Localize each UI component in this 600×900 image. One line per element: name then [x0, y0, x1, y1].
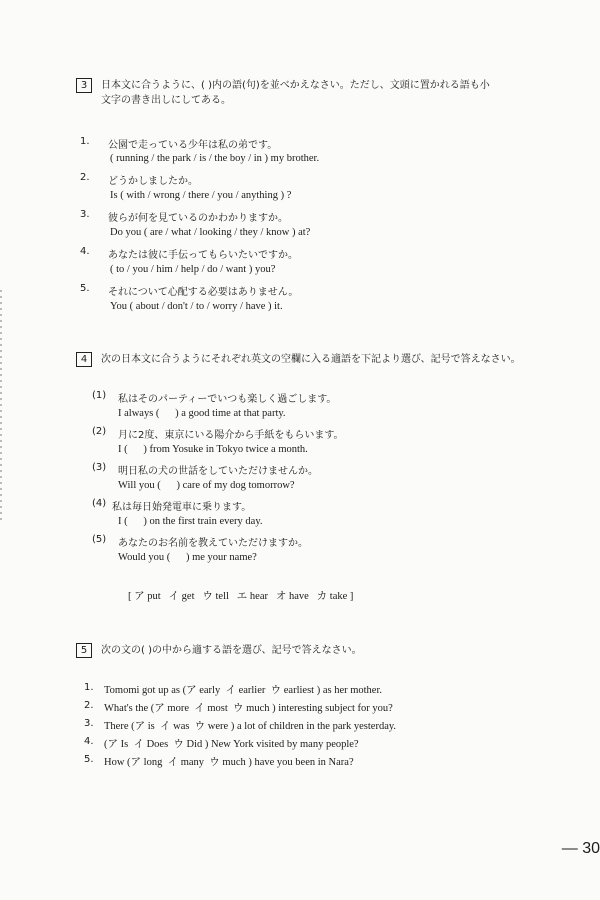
- q4-4-jp: [92, 498, 251, 513]
- question-number: 4.: [84, 736, 94, 747]
- section-4-header: [76, 352, 576, 367]
- q5-4: [84, 736, 359, 751]
- q3-2-jp: [80, 172, 198, 187]
- question-en: There (ア is イ was ウ were ) a lot of children in the park yesterday.: [104, 721, 397, 732]
- question-jp: あなたは彼に手伝ってもらいたいですか。: [108, 250, 298, 261]
- question-jp: どうかしましたか。: [108, 176, 198, 187]
- section-4-instruction: 次の日本文に合うようにそれぞれ英文の空欄に入る適語を下記より選び、記号で答えなさい。: [101, 354, 521, 365]
- question-number: 1.: [84, 682, 94, 693]
- section-5: [76, 643, 556, 658]
- q4-1-jp: [92, 390, 336, 405]
- section-number-box: 4: [76, 352, 92, 367]
- page-number: — 30: [561, 840, 600, 857]
- question-number: 3.: [84, 718, 94, 729]
- question-number: 5.: [80, 283, 90, 294]
- q4-1-en: I always ( ) a good time at that party.: [118, 408, 286, 419]
- section-number-box: 3: [76, 78, 92, 93]
- q4-3-en: Will you ( ) care of my dog tomorrow?: [118, 480, 295, 491]
- question-en: How (ア long イ many ウ much ) have you been in Nara?: [104, 757, 354, 768]
- q4-5-en: Would you ( ) me your name?: [118, 552, 257, 563]
- q3-4-en: ( to / you / him / help / do / want ) you?: [110, 264, 276, 275]
- question-number: 2.: [84, 700, 94, 711]
- question-jp: 私はそのパーティーでいつも楽しく過ごします。: [118, 394, 337, 405]
- question-jp: 公園で走っている少年は私の弟です。: [108, 140, 278, 151]
- instruction-line-2: 文字の書き出しにしてある。: [101, 95, 231, 106]
- q4-2-jp: [92, 426, 344, 441]
- question-number: (4): [92, 498, 107, 509]
- answer-choices: [ ア put イ get ウ tell エ hear オ have カ take ]: [128, 591, 354, 602]
- q3-4-jp: [80, 246, 298, 261]
- question-jp: 彼らが何を見ているのかわかりますか。: [108, 213, 288, 224]
- question-number: (2): [92, 426, 107, 437]
- q3-2-en: Is ( with / wrong / there / you / anything ) ?: [110, 190, 292, 201]
- question-number: 3.: [80, 209, 90, 220]
- q3-5-jp: [80, 283, 298, 298]
- q5-3: [84, 718, 396, 733]
- q5-2: [84, 700, 393, 715]
- question-number: (5): [92, 534, 107, 545]
- section-3-header: [76, 78, 556, 108]
- question-jp: 私は毎日始発電車に乗ります。: [112, 502, 252, 513]
- q3-5-en: You ( about / don't / to / worry / have ) it.: [110, 301, 283, 312]
- q5-1: [84, 682, 382, 697]
- question-en: What's the (ア more イ most ウ much ) interesting subject for you?: [104, 703, 393, 714]
- q3-1-jp: [80, 136, 277, 151]
- question-number: 4.: [80, 246, 90, 257]
- instruction-line-1: 日本文に合うように、( )内の語(句)を並べかえなさい。ただし、文頭に置かれる語も小: [101, 80, 490, 91]
- section-3: [76, 78, 556, 108]
- question-number: (3): [92, 462, 107, 473]
- question-en: (ア Is イ Does ウ Did ) New York visited by many people?: [104, 739, 359, 750]
- binding-dots: [0, 290, 2, 520]
- question-en: Tomomi got up as (ア early イ earlier ウ earliest ) as her mother.: [104, 685, 383, 696]
- q4-3-jp: [92, 462, 318, 477]
- q4-5-jp: [92, 534, 308, 549]
- question-number: 5.: [84, 754, 94, 765]
- q5-5: [84, 754, 354, 769]
- q3-3-jp: [80, 209, 288, 224]
- question-number: 2.: [80, 172, 90, 183]
- q3-3-en: Do you ( are / what / looking / they / know ) at?: [110, 227, 311, 238]
- q4-4-en: I ( ) on the first train every day.: [118, 516, 263, 527]
- section-3-instruction: [101, 78, 490, 108]
- section-5-instruction: 次の文の( )の中から適する語を選び、記号で答えなさい。: [101, 645, 362, 656]
- question-jp: 明日私の犬の世話をしていただけませんか。: [118, 466, 318, 477]
- question-jp: あなたのお名前を教えていただけますか。: [118, 538, 308, 549]
- question-number: (1): [92, 390, 107, 401]
- section-number-box: 5: [76, 643, 92, 658]
- q4-2-en: I ( ) from Yosuke in Tokyo twice a month.: [118, 444, 308, 455]
- question-jp: それについて心配する必要はありません。: [108, 287, 299, 298]
- section-5-header: [76, 643, 556, 658]
- question-jp: 月に2度、東京にいる陽介から手紙をもらいます。: [118, 430, 344, 441]
- section-4: [76, 352, 576, 367]
- question-number: 1.: [80, 136, 90, 147]
- q3-1-en: ( running / the park / is / the boy / in ) my brother.: [110, 153, 320, 164]
